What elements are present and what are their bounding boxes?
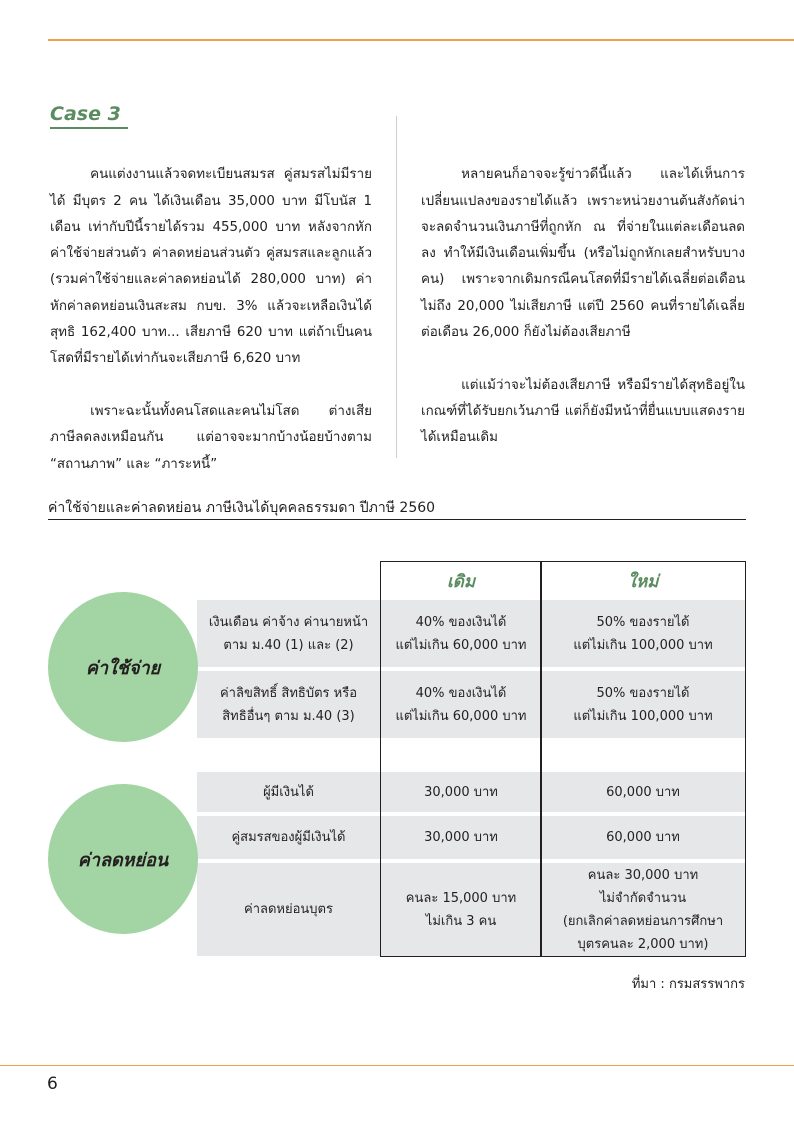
right-paragraph-2: แต่แม้ว่าจะไม่ต้องเสียภาษี หรือมีรายได้สุทธิอยู่ในเกณฑ์ที่ได้รับยกเว้นภาษี แต่ก็ยังมีหน้าที่ยื่นแบบแสดงรายได้เหมือนเดิม: [421, 377, 745, 446]
row-old-child: คนละ 15,000 บาท ไม่เกิน 3 คน: [381, 863, 541, 956]
row-label-royalty: ค่าลิขสิทธิ์ สิทธิบัตร หรือ สิทธิอื่นๆ ตาม ม.40 (3): [197, 671, 380, 738]
new-column-frame: [540, 561, 746, 957]
table-title: ค่าใช้จ่ายและค่าลดหย่อน ภาษีเงินได้บุคคลธรรมดา ปีภาษี 2560: [48, 500, 436, 516]
right-paragraph-1: หลายคนก็อาจจะรู้ข่าวดีนี้แล้ว และได้เห็นการเปลี่ยนแปลงของรายได้แล้ว เพราะหน่วยงานต้นสังกัดน่าจะลดจำนวนเงินภาษีที่ถูกหัก ณ ที่จ่ายในแต่ละเดือนลดลง ทำให้มีเงินเดือนเพิ่มขึ้น (หรือไม่ถูกหักเลยสำหรับบางคน) เพราะจากเดิมกรณีคนโสดที่มีรายได้เฉลี่ยต่อเดือนไม่ถึง 20,000 ไม่เสียภาษี แต่ปี 2560 คนที่รายได้เฉลี่ยต่อเดือน 26,000 ก็ยังไม่ต้องเสียภาษี: [421, 167, 745, 341]
left-paragraph-2: เพราะฉะนั้นทั้งคนโสดและคนไม่โสด ต่างเสียภาษีลดลงเหมือนกัน แต่อาจจะมากบ้างน้อยบ้างตาม “สถานภาพ” และ “ภาระหนี้”: [50, 403, 372, 472]
column-header-new: ใหม่: [627, 571, 659, 592]
row-new-spouse: 60,000 บาท: [541, 816, 745, 859]
table-source-note: ที่มา : กรมสรรพากร: [631, 977, 745, 992]
old-column-frame: [380, 561, 542, 957]
page-number: 6: [47, 1074, 58, 1094]
case-heading: Case 3: [50, 103, 121, 125]
column-header-old: เดิม: [446, 571, 476, 592]
case-heading-underline: [50, 127, 128, 129]
row-new-royalty: 50% ของรายได้ แต่ไม่เกิน 100,000 บาท: [541, 671, 745, 738]
column-divider: [396, 116, 397, 458]
table-title-rule: [48, 519, 746, 520]
right-text-column: [421, 136, 745, 478]
group-circle-deduction: ค่าลดหย่อน: [48, 784, 198, 934]
row-old-taxpayer: 30,000 บาท: [381, 772, 541, 812]
row-new-salary: 50% ของรายได้ แต่ไม่เกิน 100,000 บาท: [541, 600, 745, 667]
row-label-child: ค่าลดหย่อนบุตร: [197, 863, 380, 956]
header-rule: [48, 39, 794, 41]
row-old-royalty: 40% ของเงินได้ แต่ไม่เกิน 60,000 บาท: [381, 671, 541, 738]
left-paragraph-1: คนแต่งงานแล้วจดทะเบียนสมรส คู่สมรสไม่มีรายได้ มีบุตร 2 คน ได้เงินเดือน 35,000 บาท มีโบนัส 1 เดือน เท่ากับปีนี้รายได้รวม 455,000 บาท หลังจากหักค่าใช้จ่ายส่วนตัว ค่าลดหย่อนส่วนตัว คู่สมรสและลูกแล้ว (รวมค่าใช้จ่ายและค่าลดหย่อนได้ 280,000 บาท) ค่าหักค่าลดหย่อนเงินสะสม กบข. 3% แล้วจะเหลือเงินได้สุทธิ 162,400 บาท... เสียภาษี 620 บาท แต่ถ้าเป็นคนโสดที่มีรายได้เท่ากันจะเสียภาษี 6,620 บาท: [50, 167, 372, 367]
row-new-taxpayer: 60,000 บาท: [541, 772, 745, 812]
footer-rule: [0, 1065, 794, 1066]
row-new-child: คนละ 30,000 บาท ไม่จำกัดจำนวน (ยกเลิกค่าลดหย่อนการศึกษา บุตรคนละ 2,000 บาท): [541, 863, 745, 956]
group-circle-expense: ค่าใช้จ่าย: [48, 592, 198, 742]
row-label-taxpayer: ผู้มีเงินได้: [197, 772, 380, 812]
row-old-spouse: 30,000 บาท: [381, 816, 541, 859]
row-label-spouse: คู่สมรสของผู้มีเงินได้: [197, 816, 380, 859]
row-label-salary: เงินเดือน ค่าจ้าง ค่านายหน้า ตาม ม.40 (1) และ (2): [197, 600, 380, 667]
left-text-column: [50, 136, 372, 504]
row-old-salary: 40% ของเงินได้ แต่ไม่เกิน 60,000 บาท: [381, 600, 541, 667]
